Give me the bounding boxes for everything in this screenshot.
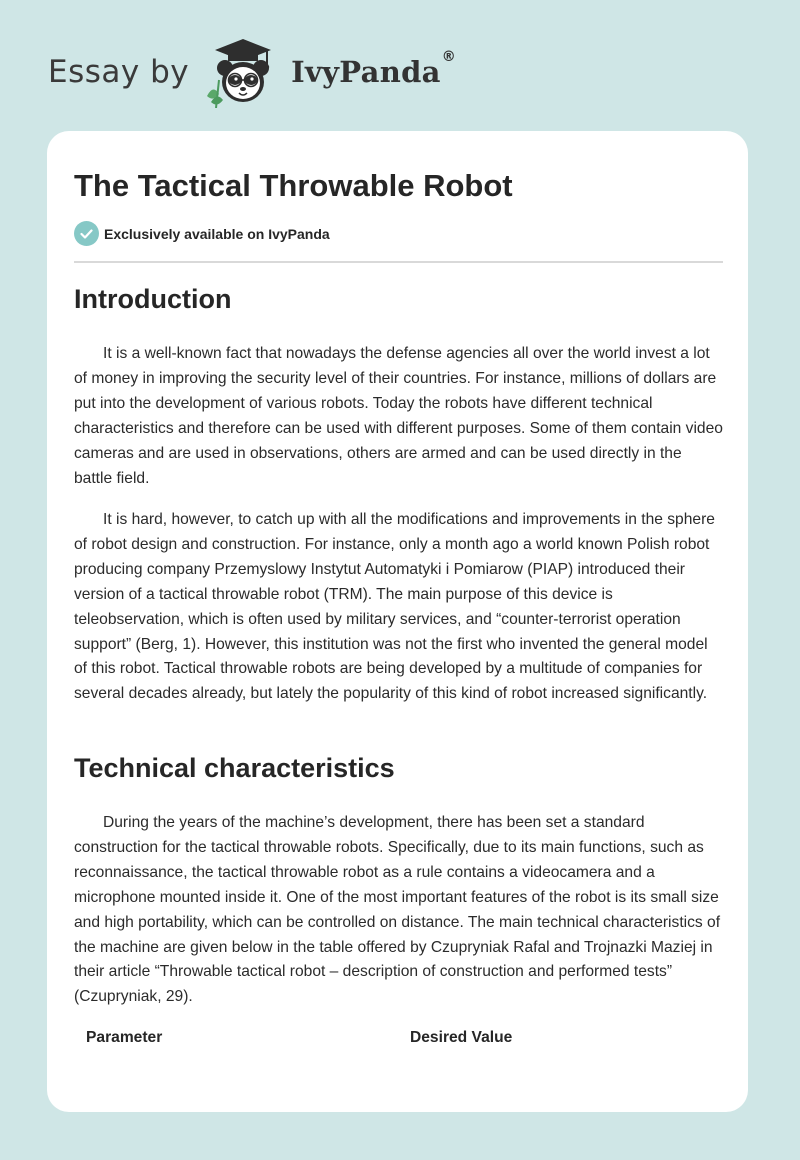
site-brand[interactable] xyxy=(48,36,456,108)
panda-logo-icon xyxy=(201,36,287,108)
brand-name: IvyPanda® xyxy=(291,49,457,89)
page-title: The Tactical Throwable Robot xyxy=(74,168,513,203)
paragraph: It is a well-known fact that nowadays the defense agencies all over the world invest a lot of money in improving the security level of their countries. For instance, millions of dollars are put into the development of various robots. Today the robots have different technical characteristics and therefore can be used with different purposes. Some of them contain video cameras and are used in observations, others are armed and can be used directly in the battle field. xyxy=(74,345,723,487)
paragraph: It is hard, however, to catch up with all the modifications and improvements in the sphere of robot design and construction. For instance, only a month ago a world known Polish robot producing company Przemyslowy Instytut Automatyki i Pomiarow (PIAP) introduced their version of a tactical throwable robot (TRM). The main purpose of this device is teleobservation, which is often used by military services, and “counter-terrorist operation support” (Berg, 1). However, this institution was not the first who invented the general model of this robot. Tactical throwable robots are being developed by a multitude of companies for several decades already, but lately the popularity of this kind of robot increased significantly. xyxy=(74,511,715,703)
paragraph: During the years of the machine’s development, there has been set a standard construction for the tactical throwable robots. Specifically, due to its main functions, such as reconnaissance, the tactical throwable robot as a rule contains a videocamera and a microphone mounted inside it. One of the most important features of the robot is its small size and high portability, which can be controlled on distance. The main technical characteristics of the machine are given below in the table offered by Czupryniak Rafal and Trojnazki Maziej in their article “Throwable tactical robot – description of construction and performed tests” (Czupryniak, 29). xyxy=(74,814,721,1006)
table-header-parameter: Parameter xyxy=(86,1029,163,1046)
brand-prefix: Essay by xyxy=(48,54,190,90)
section-heading-introduction: Introduction xyxy=(74,284,232,314)
essay-card xyxy=(47,131,748,1112)
section-heading-technical: Technical characteristics xyxy=(74,753,395,783)
table-header-desired-value: Desired Value xyxy=(410,1029,513,1046)
availability-text: Exclusively available on IvyPanda xyxy=(104,225,330,242)
title-divider xyxy=(74,261,723,263)
availability-badge xyxy=(74,221,330,246)
checkmark-icon xyxy=(74,221,99,246)
